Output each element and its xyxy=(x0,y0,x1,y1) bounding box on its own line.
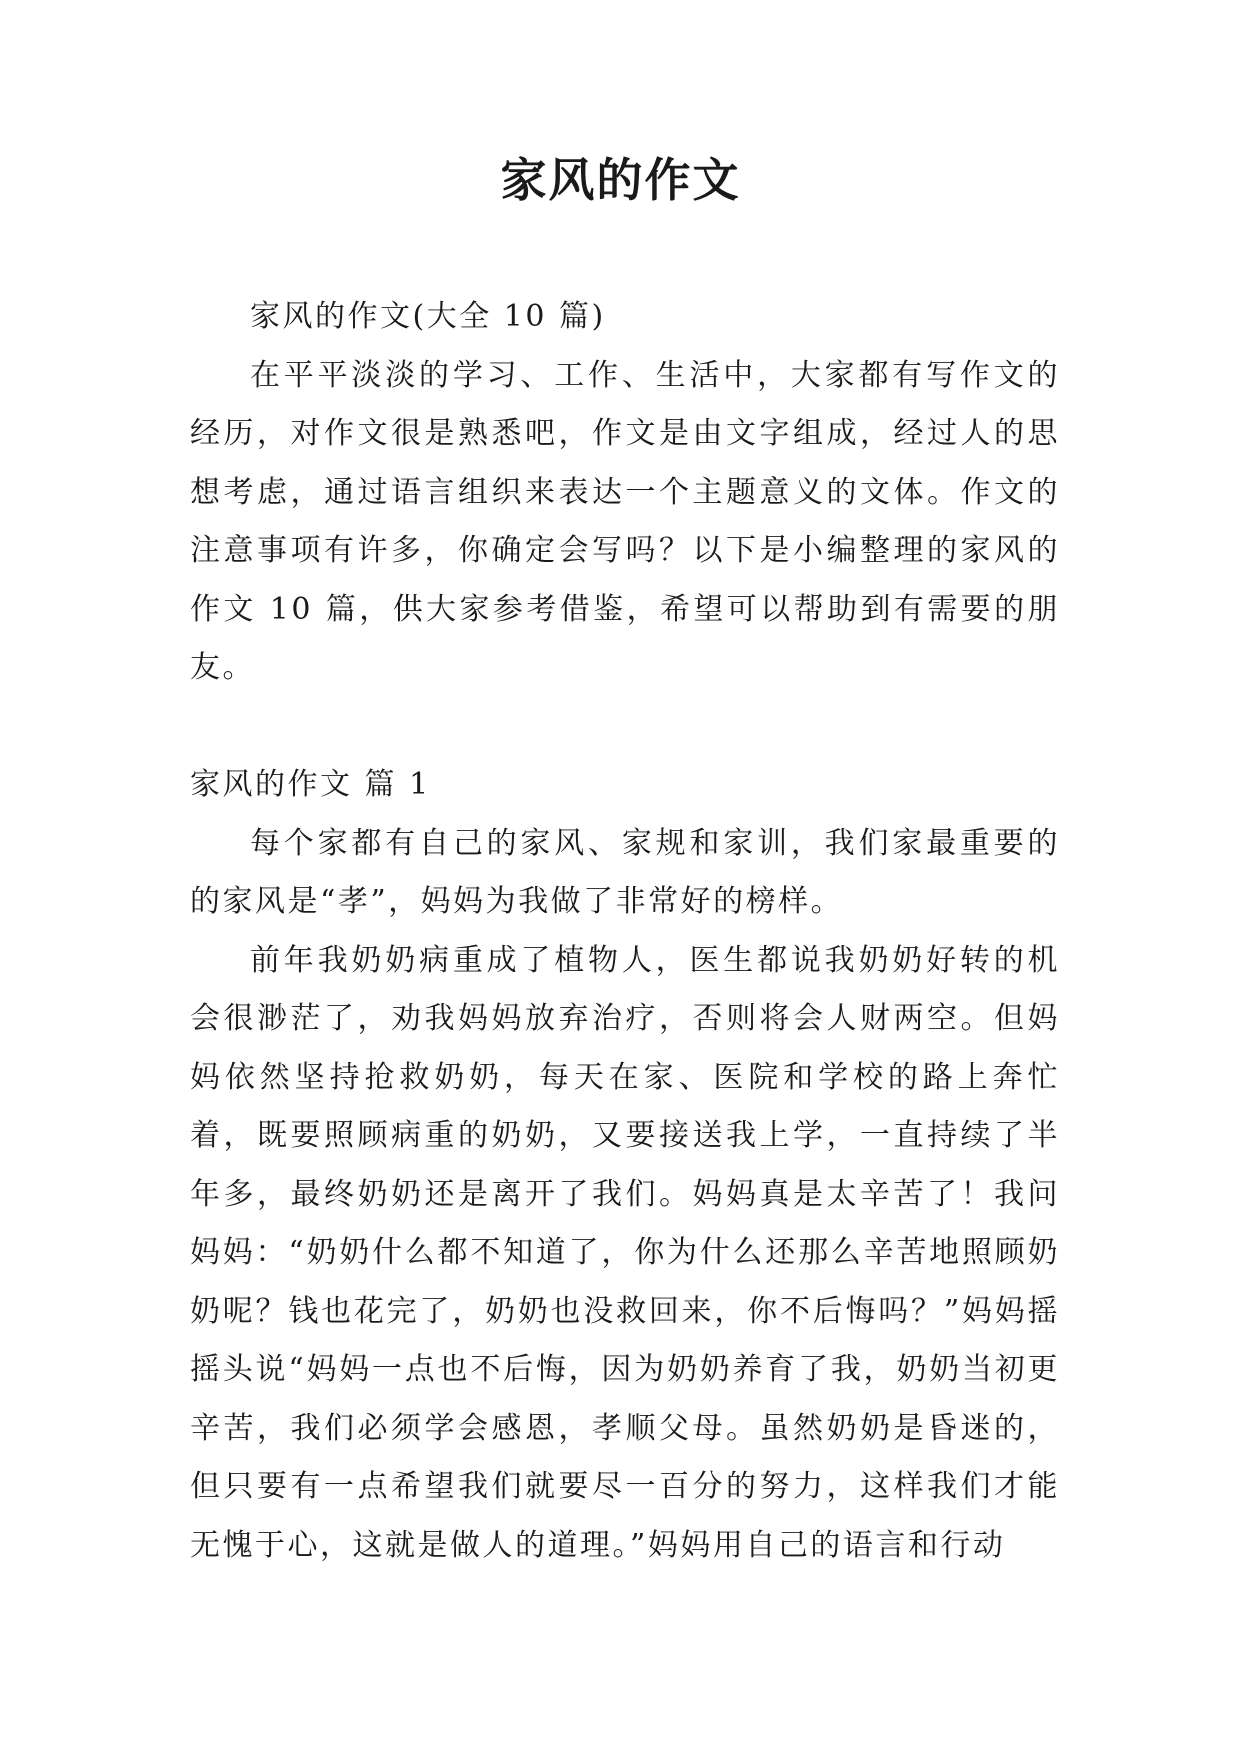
body-paragraph: 每个家都有自己的家风、家规和家训，我们家最重要的的家风是“孝”，妈妈为我做了非常好的榜样。 xyxy=(190,825,1060,919)
document-title: 家风的作文 xyxy=(500,153,741,207)
intro-paragraph: 在平平淡淡的学习、工作、生活中，大家都有写作文的经历，对作文很是熟悉吧，作文是由文字组成，经过人的思想考虑，通过语言组织来表达一个主题意义的文体。作文的注意事项有许多，你确定会写吗？以下是小编整理的家风的作文 10 篇，供大家参考借鉴，希望可以帮助到有需要的朋友。 xyxy=(190,357,1060,685)
body-paragraph: 前年我奶奶病重成了植物人，医生都说我奶奶好转的机会很渺茫了，劝我妈妈放弃治疗，否则将会人财两空。但妈妈依然坚持抢救奶奶，每天在家、医院和学校的路上奔忙着，既要照顾病重的奶奶，又要接送我上学，一直持续了半年多，最终奶奶还是离开了我们。妈妈真是太辛苦了！我问妈妈：“奶奶什么都不知道了，你为什么还那么辛苦地照顾奶奶呢？钱也花完了，奶奶也没救回来，你不后悔吗？”妈妈摇摇头说“妈妈一点也不后悔，因为奶奶养育了我，奶奶当初更辛苦，我们必须学会感恩，孝顺父母。虽然奶奶是昏迷的，但只要有一点希望我们就要尽一百分的努力，这样我们才能无愧于心，这就是做人的道理。”妈妈用自己的语言和行动 xyxy=(190,942,1060,1563)
document-body xyxy=(190,288,1060,1575)
section-heading: 家风的作文 篇 1 xyxy=(190,767,431,802)
document-subtitle: 家风的作文(大全 10 篇) xyxy=(250,299,606,334)
